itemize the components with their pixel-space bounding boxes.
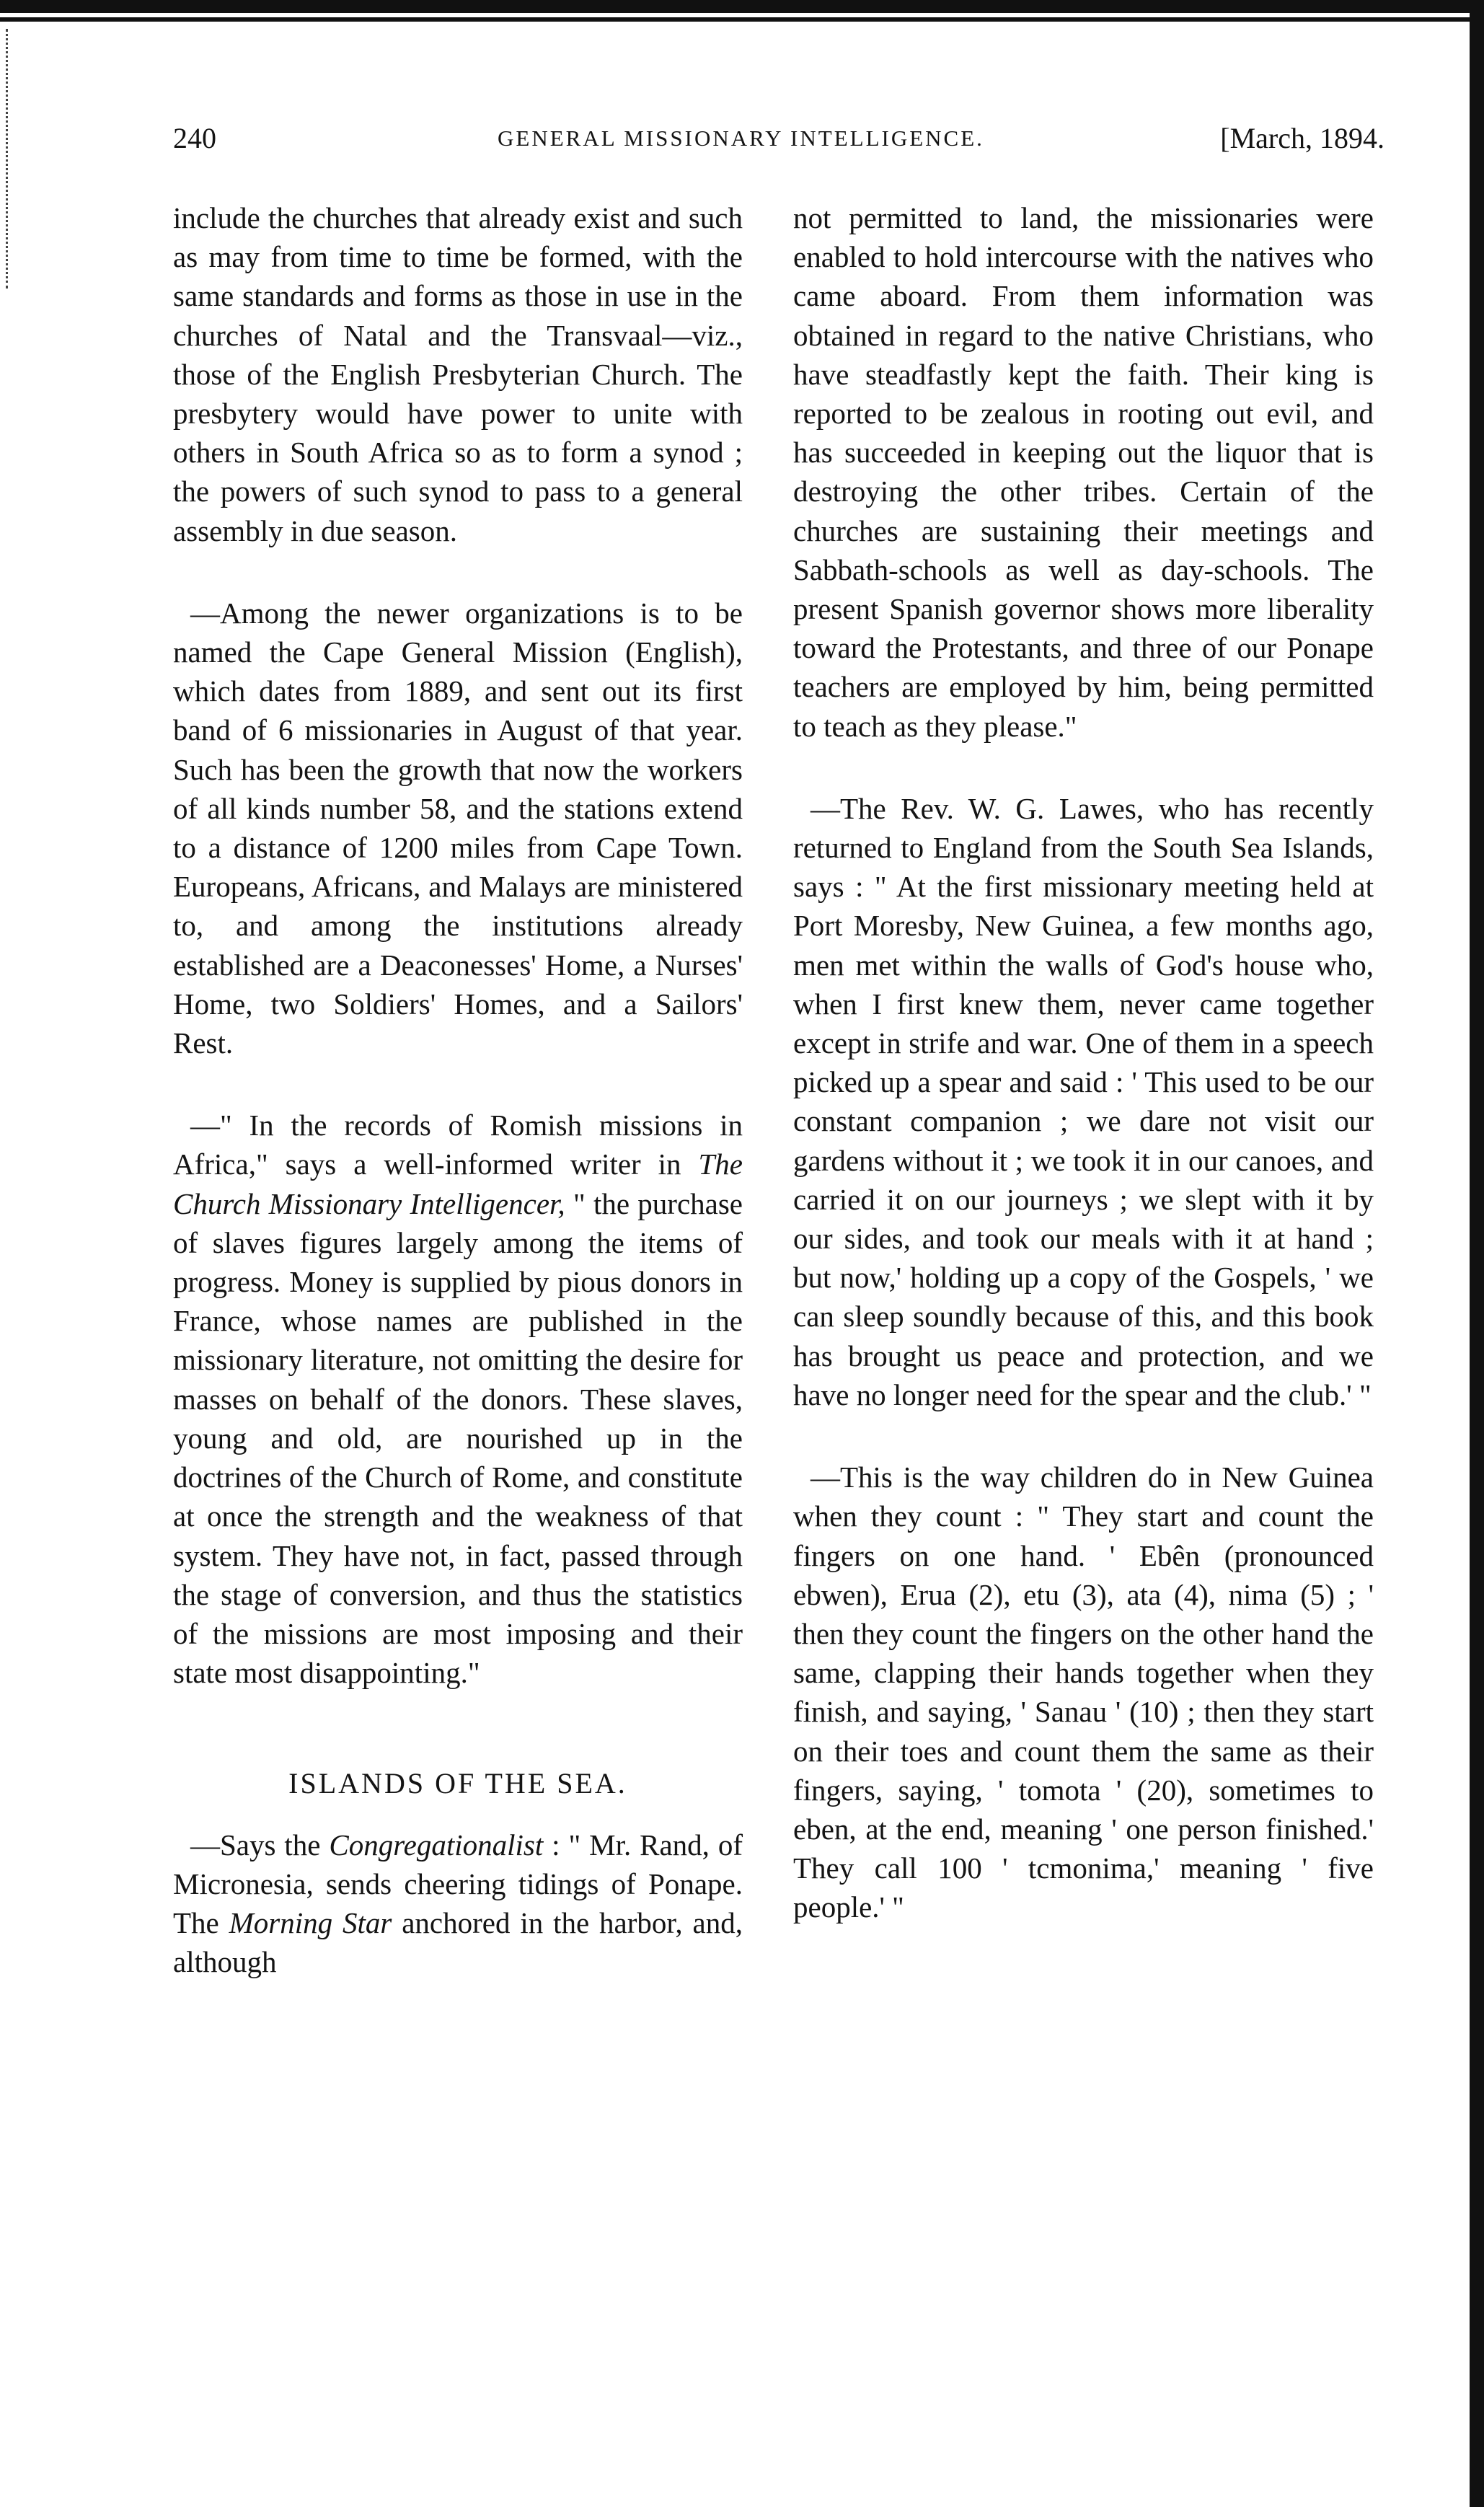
left-column bbox=[173, 198, 743, 1981]
ship-name: Morning Star bbox=[229, 1905, 392, 1939]
publication-title: The Church Missionary Intelligencer, bbox=[173, 1147, 743, 1220]
paragraph: not permitted to land, the missionaries were enabled to hold intercourse with the natives who came aboard. From them information was obtained in regard to the native Christians, who have steadfastly kept the faith. Their king is reported to be zealous in rooting out evil, and has succeeded in keeping out the liquor that is destroying the other tribes. Certain of the churches are sustaining their meetings and Sabbath-schools as well as day-schools. The present Spanish governor shows more liberality toward the Protestants, and three of our Ponape teachers are employed by him, being permitted to teach as they please." bbox=[793, 201, 1374, 743]
left-margin-marks bbox=[6, 29, 10, 288]
page-header bbox=[173, 121, 1384, 164]
paragraph: —The Rev. W. G. Lawes, who has recently returned to England from the South Sea Islands, says : " At the first missionary meeting held at Port Moresby, New Guinea, a few months ago, men met within the walls of God's house who, when I first knew them, never came together except in strife and war. One of them in a speech picked up a spear and said : ' This used to be our constant companion ; we dare not visit our gardens without it ; we took it in our canoes, and carried it on our journeys ; we slept with it by our sides, and took our meals with it at hand ; but now,' holding up a copy of the Gospels, ' we can sleep soundly because of this, and this book has brought us peace and protection, and we have no longer need for the spear and the club.' " bbox=[793, 791, 1374, 1411]
section-heading: ISLANDS OF THE SEA. bbox=[288, 1767, 627, 1800]
right-column bbox=[793, 198, 1374, 1927]
page-number: 240 bbox=[173, 122, 216, 154]
top-rule bbox=[0, 0, 1484, 22]
paragraph: —" In the records of Romish missions in Africa," says a well-informed writer in The Church Missionary Intelligencer, " the purchase of slaves figures largely among the items of progress. Money is supplied by pious donors in France, whose names are published in the missionary literature, not omitting the desire for masses on behalf of the donors. These slaves, young and old, are nourished up in the doctrines of the Church of Rome, and constitute at once the strength and the weakness of that system. They have not, in fact, passed through the stage of conversion, and thus the statistics of the missions are most imposing and their state most disappointing." bbox=[173, 1109, 743, 1690]
right-edge-rule bbox=[1470, 0, 1484, 2507]
running-title: GENERAL MISSIONARY INTELLIGENCE. bbox=[498, 125, 984, 151]
paragraph: —This is the way children do in New Guinea when they count : " They start and count the fingers on one hand. ' Ebên (pronounced ebwen), Erua (2), etu (3), ata (4), nima (5) ; ' then they count the fingers on the other hand the same, clapping their hands together when they finish, and saying, ' Sanau ' (10) ; then they start on their toes and count them the same as their fingers, saying, ' tomota ' (20), sometimes to eben, at the end, meaning ' one person finished.' They call 100 ' tcmonima,' meaning ' five people.' " bbox=[793, 1460, 1374, 1924]
issue-date: [March, 1894. bbox=[1220, 122, 1384, 154]
paragraph: —Among the newer organizations is to be named the Cape General Mission (English), which dates from 1889, and sent out its first band of 6 missionaries in August of that year. Such has been the growth that now the workers of all kinds number 58, and the stations extend to a distance of 1200 miles from Cape Town. Europeans, Africans, and Malays are ministered to, and among the institutions already established are a Deaconesses' Home, a Nurses' Home, two Soldiers' Homes, and a Sailors' Rest. bbox=[173, 596, 743, 1060]
publication-title: Congregationalist bbox=[329, 1828, 544, 1861]
paragraph: —Says the Congregationalist : " Mr. Rand, of Micronesia, sends cheering tidings of Ponape. The Morning Star anchored in the harbor, and, although bbox=[173, 1828, 743, 1979]
paragraph: include the churches that already exist and such as may from time to time be formed, with the same standards and forms as those in use in the churches of Natal and the Transvaal—viz., those of the English Presbyterian Church. The presbytery would have power to unite with others in South Africa so as to form a synod ; the powers of such synod to pass to a general assembly in due season. bbox=[173, 201, 743, 547]
